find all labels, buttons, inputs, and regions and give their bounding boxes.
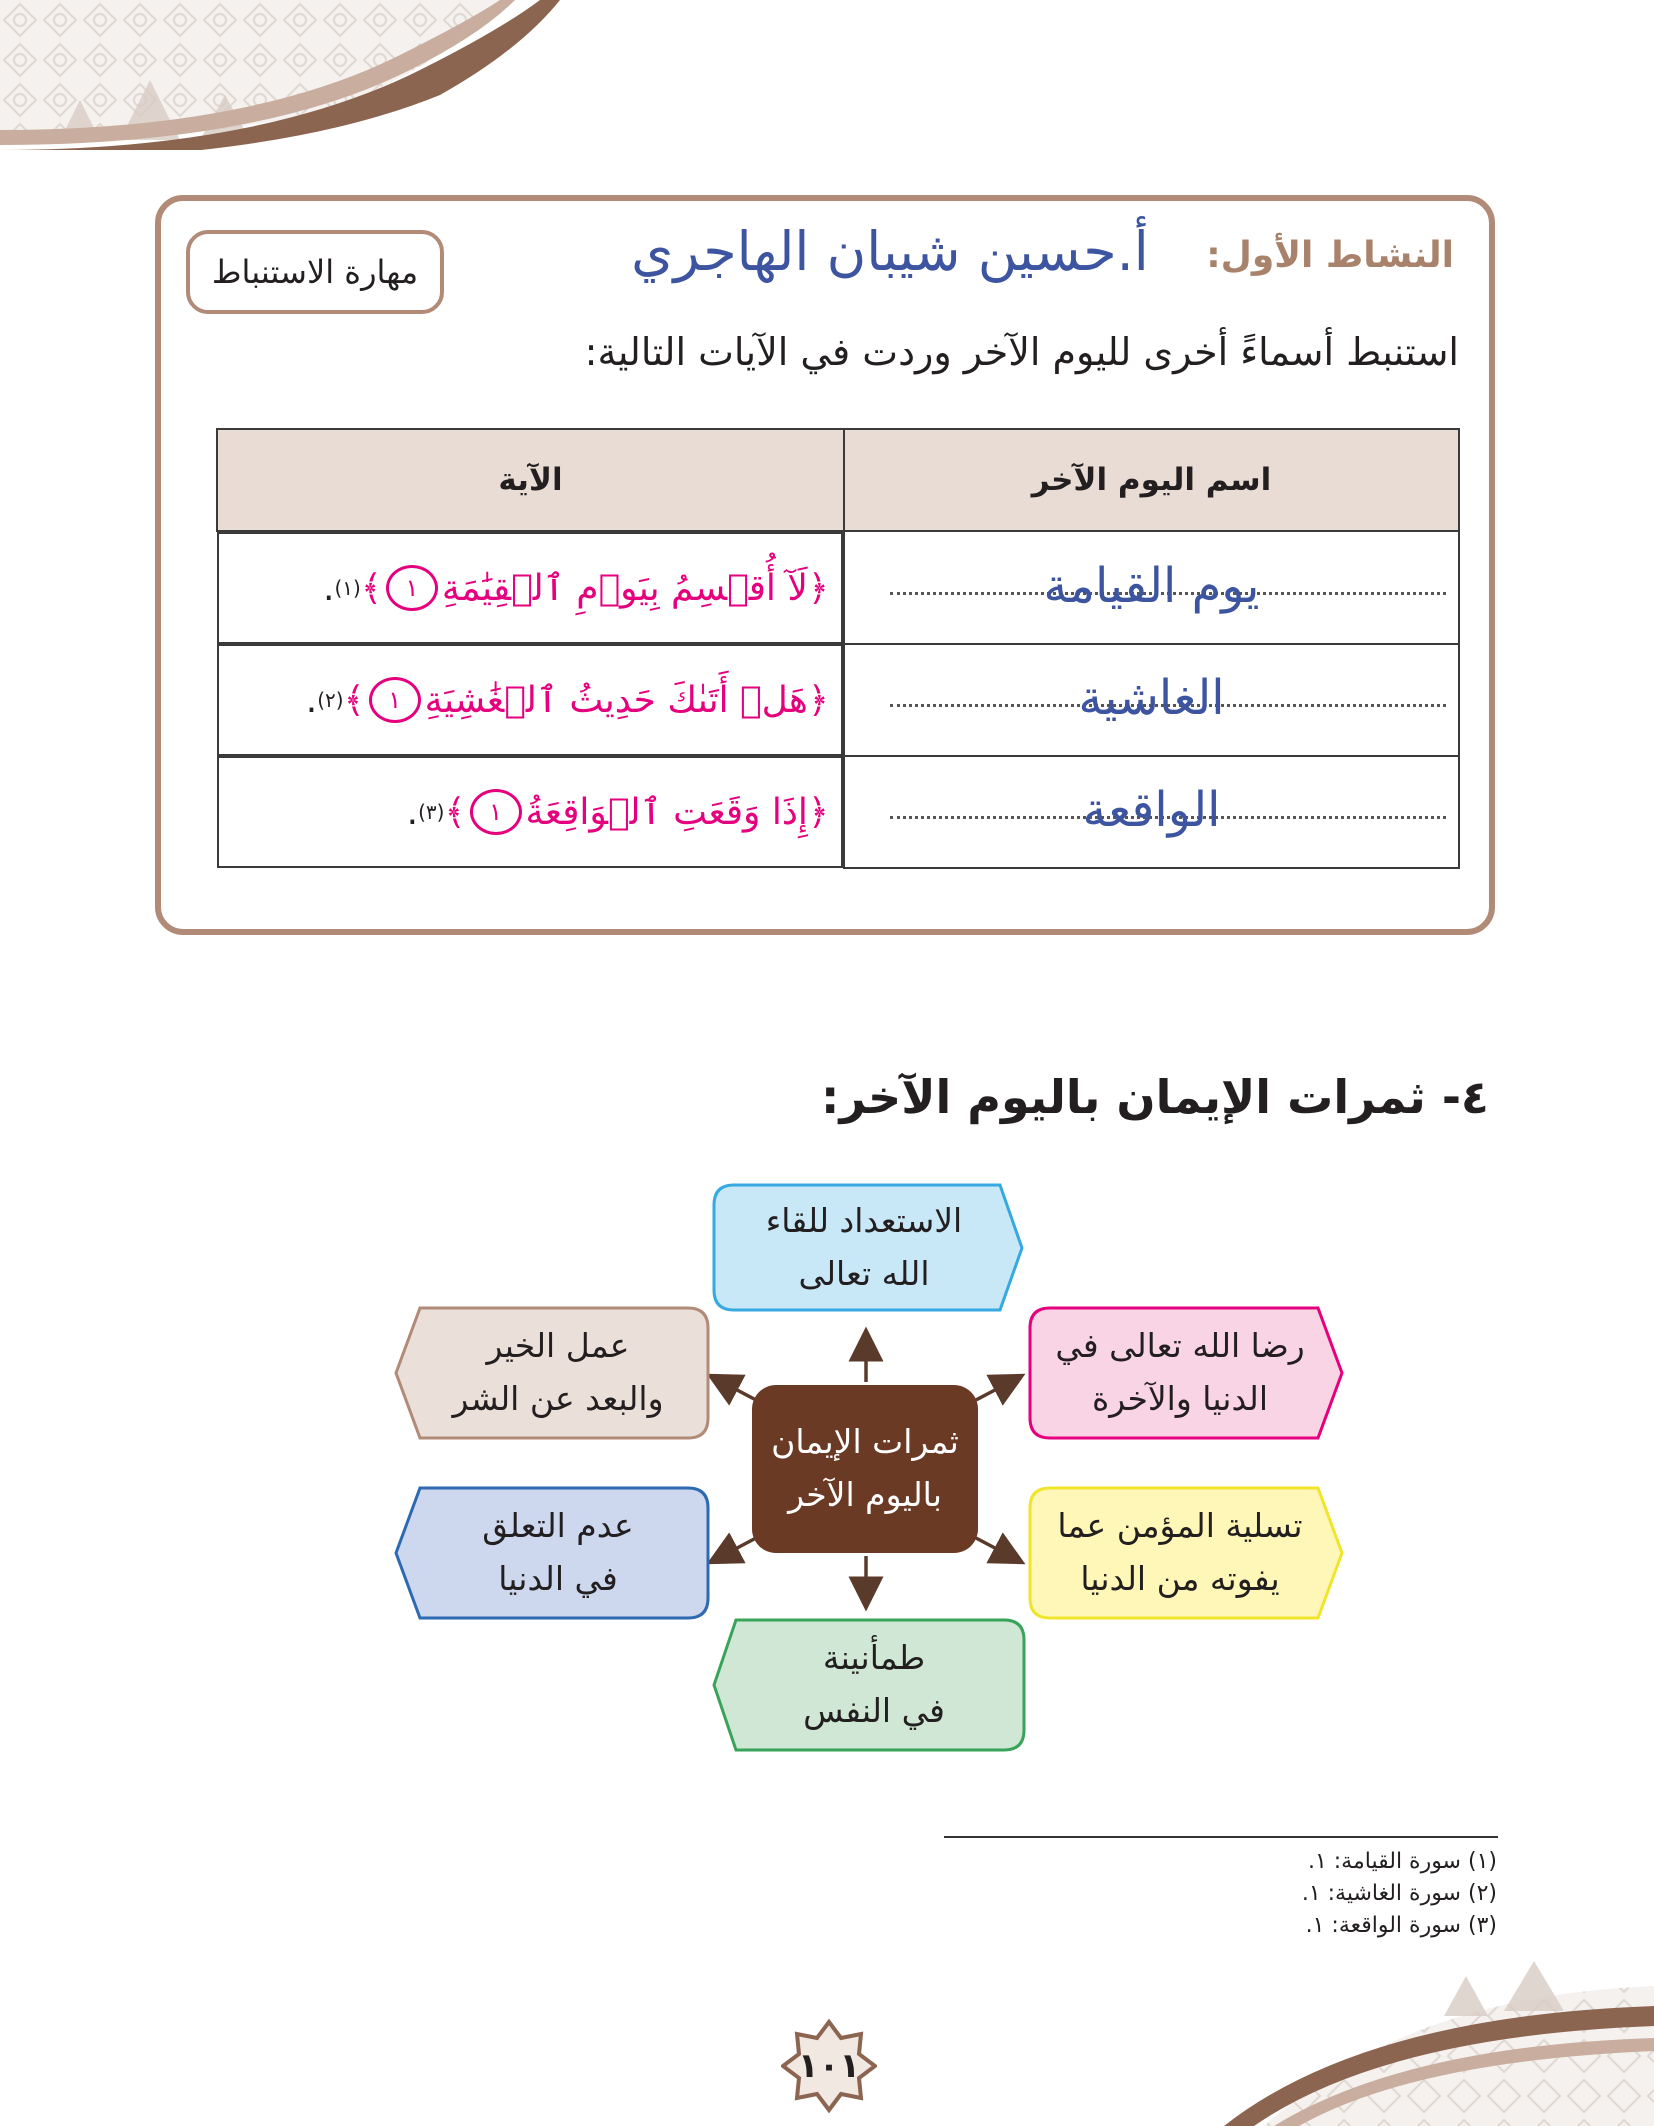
verse-text: ﴿لَآ أُقۡسِمُ بِيَوۡمِ ٱلۡقِيَٰمَةِ xyxy=(441,567,829,609)
node-top-right-line2: الدنيا والآخرة xyxy=(1091,1379,1269,1418)
node-center-line2: باليوم الآخر xyxy=(788,1475,942,1514)
instruction-text: استنبط أسماءً أخرى لليوم الآخر وردت في الآيات التالية: xyxy=(584,330,1459,374)
verse-cell: ﴿إِذَا وَقَعَتِ ٱلۡوَاقِعَةُ ١ ﴾ (٣) . xyxy=(217,756,843,868)
activity-label: النشاط الأول: xyxy=(1206,235,1454,276)
ayah-number-icon: ١ xyxy=(369,677,421,723)
ayah-number-icon: ١ xyxy=(470,789,522,835)
node-top-right-line1: رضا الله تعالى في xyxy=(1055,1326,1305,1366)
node-top-left-line2: والبعد عن الشر xyxy=(452,1379,664,1418)
page-number: ١٠١ xyxy=(797,2046,861,2086)
node-bottom xyxy=(724,1620,1024,1750)
verse-cell: ﴿لَآ أُقۡسِمُ بِيَوۡمِ ٱلۡقِيَٰمَةِ ١ ﴾ (١) . xyxy=(217,532,843,644)
node-bottom-right-line2: يفوته من الدنيا xyxy=(1080,1559,1280,1598)
node-bottom-right xyxy=(1030,1488,1330,1618)
footnote-ref: (٣) xyxy=(418,800,445,824)
node-top-left-line1: عمل الخير xyxy=(486,1326,630,1366)
node-bottom-left xyxy=(408,1488,708,1618)
node-bottom-left-line1: عدم التعلق xyxy=(482,1506,634,1546)
skill-badge: مهارة الاستنباط xyxy=(186,230,444,314)
node-top-line2: الله تعالى xyxy=(798,1253,930,1293)
footnote-3: (٣) سورة الواقعة: ١. xyxy=(1305,1912,1497,1938)
handwritten-answer: يوم القيامة xyxy=(1043,557,1260,614)
node-bottom-right-line1: تسلية المؤمن عما xyxy=(1057,1506,1303,1546)
verse-text: ﴿إِذَا وَقَعَتِ ٱلۡوَاقِعَةُ xyxy=(525,791,829,833)
header-name: اسم اليوم الآخر xyxy=(844,429,1459,531)
footnote-ref: (٢) xyxy=(317,688,344,712)
footnotes xyxy=(1302,1846,1497,1942)
verse-close: ﴾ xyxy=(360,567,382,609)
verse-close: ﴾ xyxy=(343,679,365,721)
ayah-number-icon: ١ xyxy=(386,565,438,611)
footnote-divider xyxy=(944,1836,1498,1838)
node-bottom-left-line2: في الدنيا xyxy=(498,1559,618,1598)
node-top-left xyxy=(408,1308,708,1438)
verse-close: ﴾ xyxy=(444,791,466,833)
verse-cell: ﴿هَلۡ أَتَىٰكَ حَدِيثُ ٱلۡغَٰشِيَةِ ١ ﴾ (٢) . xyxy=(217,644,843,756)
node-bottom-line1: طمأنينة xyxy=(822,1638,926,1678)
handwritten-answer: الغاشية xyxy=(1078,670,1225,726)
node-center-line1: ثمرات الإيمان xyxy=(771,1422,959,1462)
handwritten-answer: الواقعة xyxy=(1082,782,1221,838)
node-center xyxy=(752,1385,978,1553)
footnote-1: (١) سورة القيامة: ١. xyxy=(1307,1849,1497,1874)
header-verse: الآية xyxy=(217,429,844,531)
section-title: ٤- ثمرات الإيمان باليوم الآخر: xyxy=(821,1070,1489,1124)
verse-text: ﴿هَلۡ أَتَىٰكَ حَدِيثُ ٱلۡغَٰشِيَةِ xyxy=(424,679,829,721)
node-top xyxy=(714,1185,1014,1310)
node-top-right xyxy=(1030,1308,1330,1438)
footnote-ref: (١) xyxy=(334,576,361,600)
footnote-2: (٢) سورة الغاشية: ١. xyxy=(1301,1880,1497,1906)
teacher-name: أ.حسين شيبان الهاجري xyxy=(631,220,1149,283)
node-bottom-line2: في النفس xyxy=(803,1691,945,1730)
node-top-line1: الاستعداد للقاء xyxy=(765,1200,963,1240)
